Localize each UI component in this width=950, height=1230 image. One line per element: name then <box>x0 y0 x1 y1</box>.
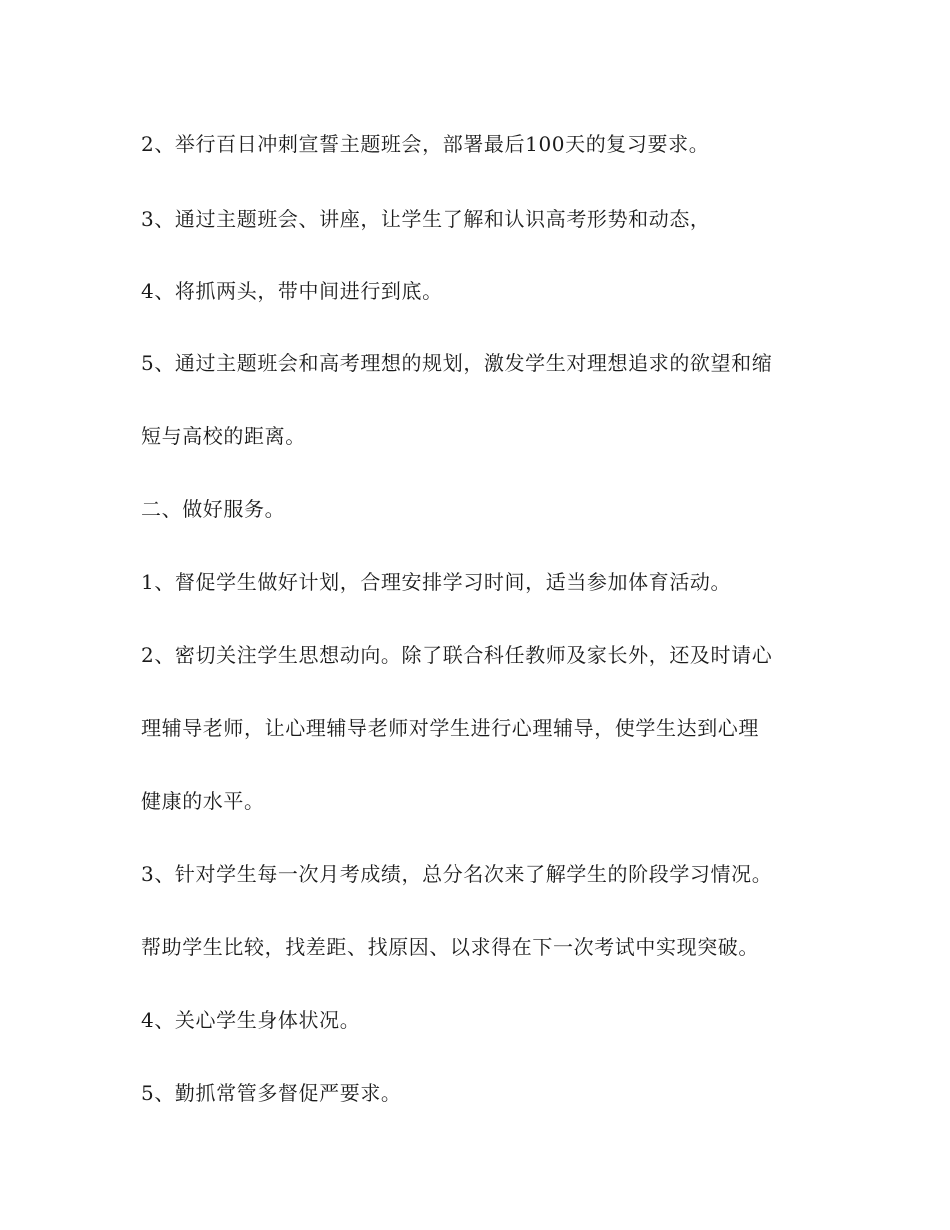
text-line: 短与高校的距离。 <box>141 424 306 448</box>
text-line: 健康的水平。 <box>141 789 265 813</box>
text-line: 4、关心学生身体状况。 <box>141 1008 361 1032</box>
section-heading: 二、做好服务。 <box>141 497 286 521</box>
text-line: 5、通过主题班会和高考理想的规划，激发学生对理想追求的欲望和缩 <box>141 351 773 375</box>
text-line: 5、勤抓常管多督促严要求。 <box>141 1081 402 1105</box>
text-line: 3、针对学生每一次月考成绩，总分名次来了解学生的阶段学习情况。 <box>141 862 773 886</box>
text-line: 2、举行百日冲刺宣誓主题班会，部署最后100天的复习要求。 <box>141 132 710 156</box>
text-line: 4、将抓两头，带中间进行到底。 <box>141 279 443 303</box>
text-line: 2、密切关注学生思想动向。除了联合科任教师及家长外，还及时请心 <box>141 643 773 667</box>
text-line: 1、督促学生做好计划，合理安排学习时间，适当参加体育活动。 <box>141 570 732 594</box>
text-line: 理辅导老师，让心理辅导老师对学生进行心理辅导，使学生达到心理 <box>141 716 759 740</box>
text-line: 3、通过主题班会、讲座，让学生了解和认识高考形势和动态， <box>141 207 711 231</box>
text-line: 帮助学生比较，找差距、找原因、以求得在下一次考试中实现突破。 <box>141 935 759 959</box>
